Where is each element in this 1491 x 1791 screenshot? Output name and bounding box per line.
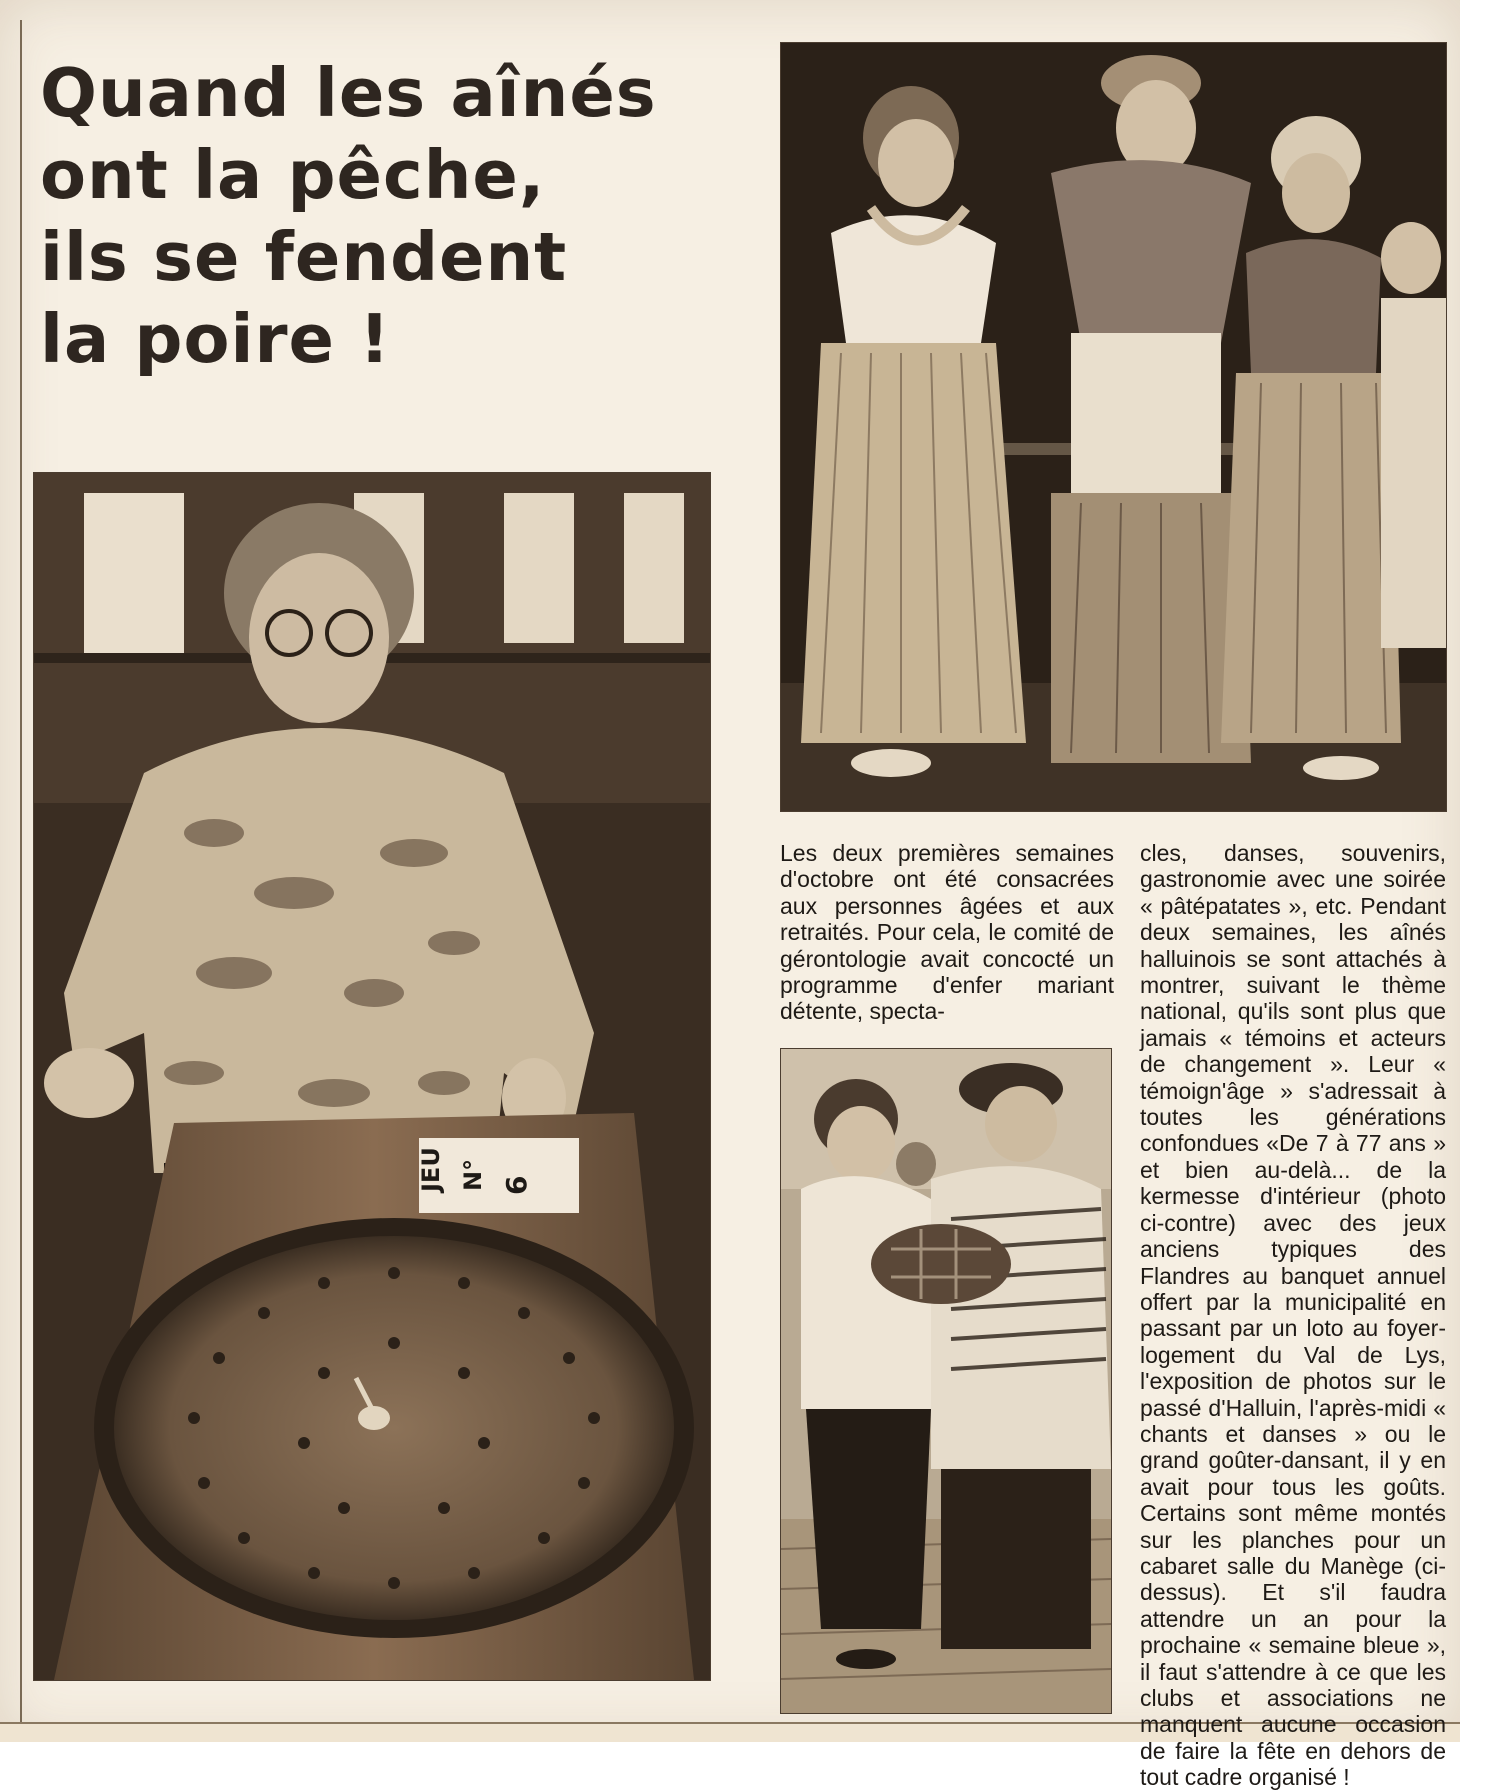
article-column-1: Les deux premières semaines d'octobre ont été consacrées aux personnes âgées et aux retraités. Pour cela, le comité de gérontologie avait concocté un programme d'enfer mariant détente, specta- [780,840,1114,1025]
headline-line-1: Quand les aînés [40,54,657,132]
game-sign-line-1: JEU [417,1147,445,1192]
headline-line-2: ont la pêche, [40,136,546,214]
headline-line-3: ils se fendent [40,218,568,296]
photo-dancers-grass-skirts [780,42,1447,812]
article-column-2: cles, danses, souvenirs, gastronomie avec une soirée « pâtépatates », etc. Pendant deux semaines, les aînés halluinois se sont attachés à montrer, suivant le thème national, qu'ils sont plus que jamais « témoins et acteurs de changement ». Leur « témoign'âge » s'adressait à toutes les générations confondues «De 7 à 77 ans » et bien au-delà... de la kermesse d'intérieur (photo ci-contre) avec des jeux anciens typiques des Flandres au banquet annuel offert par la municipalité en passant par un loto au foyer-logement du Val de Lys, l'exposition de photos sur le passé d'Halluin, l'après-midi « chants et danses » ou le grand goûter-dansant, il y en avait pour tous les goûts. Certains sont même montés sur les planches pour un cabaret salle du Manège (ci-dessus). Et s'il faudra attendre un an pour la prochaine « semaine bleue », il faut s'attendre à ce que les clubs et associations ne manquent aucune occasion de faire la fête en dehors de tout cadre organisé ! [1140,840,1446,1791]
article-headline [40,52,720,380]
photo-couple-dancing [780,1048,1112,1714]
game-sign-number: 6 [500,1175,533,1195]
photo-caption-fragment [1180,815,1300,831]
photo-woman-table-game-image [34,473,710,1680]
photo-couple-dancing-image [781,1049,1111,1713]
clipping-left-edge [6,20,22,1740]
game-sign-line-2: N° [459,1158,487,1191]
photo-woman-table-game [33,472,711,1681]
headline-line-4: la poire ! [40,300,391,378]
photo-dancers-grass-skirts-image [781,43,1446,811]
